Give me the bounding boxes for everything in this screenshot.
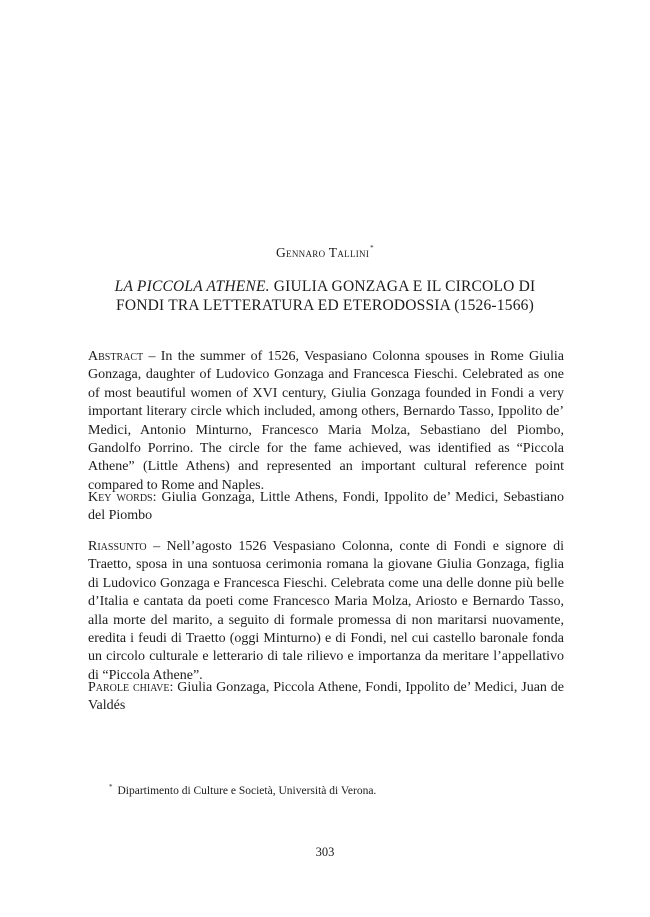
title-main-part: GIULIA GONZAGA E IL CIRCOLO DI FONDI TRA LETTERATURA ED ETERODOSSIA (1526-1566) bbox=[116, 278, 536, 314]
keywords-text: : Giulia Gonzaga, Little Athens, Fondi, Ippolito de’ Medici, Sebastiano del Piombo bbox=[88, 490, 564, 524]
abstract-label: Abstract bbox=[88, 349, 144, 364]
footnote-marker: * bbox=[370, 244, 374, 252]
footnote bbox=[109, 780, 549, 798]
riassunto-label: Riassunto bbox=[88, 539, 147, 554]
title-italic-part: LA PICCOLA ATHENE. bbox=[114, 278, 270, 295]
parole-chiave-label: Parole chiave bbox=[88, 680, 170, 695]
riassunto-text: – Nell’agosto 1526 Vespasiano Colonna, conte di Fondi e signore di Traetto, sposa in una sontuosa cerimonia romana la giovane Giulia Gonzaga, figlia di Ludovico Gonzaga e Francesca Fieschi. Celebrata come una delle donne più belle d’Italia e cantata da poeti come Francesco Maria Molza, Ariosto e Bernardo Tasso, alla morte del marito, a seguito di formale promessa di non maritarsi nuovamente, eredita i feudi di Traetto (oggi Minturno) e di Fondi, nel cui castello baronale fonda un circolo culturale e letterario di tale rilievo e importanza da meritare l’appellativo di “Piccola Athene”. bbox=[88, 539, 564, 683]
footnote-text: Dipartimento di Culture e Società, Università di Verona. bbox=[117, 785, 377, 797]
abstract-paragraph bbox=[88, 348, 564, 495]
article-title bbox=[100, 277, 550, 315]
author-name bbox=[0, 244, 650, 261]
parole-chiave-paragraph bbox=[88, 679, 564, 716]
footnote-mark: * bbox=[109, 783, 113, 791]
page-number: 303 bbox=[315, 845, 335, 859]
keywords-label: Key words bbox=[88, 490, 153, 505]
abstract-text: – In the summer of 1526, Vespasiano Colonna spouses in Rome Giulia Gonzaga, daughter of Ludovico Gonzaga and Francesca Fieschi. Celebrated as one of most beautiful women of XVI century, Giulia Gonzaga founded in Fondi a very important literary circle which included, among others, Bernardo Tasso, Ippolito de’ Medici, Antonio Minturno, Francesco Maria Molza, Sebastiano del Piombo, Gandolfo Porrino. The circle for the fame achieved, was identified as “Piccola Athene” (Little Athens) and represented an important cultural reference point compared to Rome and Naples. bbox=[88, 349, 564, 493]
parole-chiave-text: : Giulia Gonzaga, Piccola Athene, Fondi, Ippolito de’ Medici, Juan de Valdés bbox=[88, 680, 564, 714]
riassunto-paragraph bbox=[88, 538, 564, 685]
author-name-text: Gennaro Tallini bbox=[276, 245, 370, 260]
keywords-paragraph bbox=[88, 489, 564, 526]
